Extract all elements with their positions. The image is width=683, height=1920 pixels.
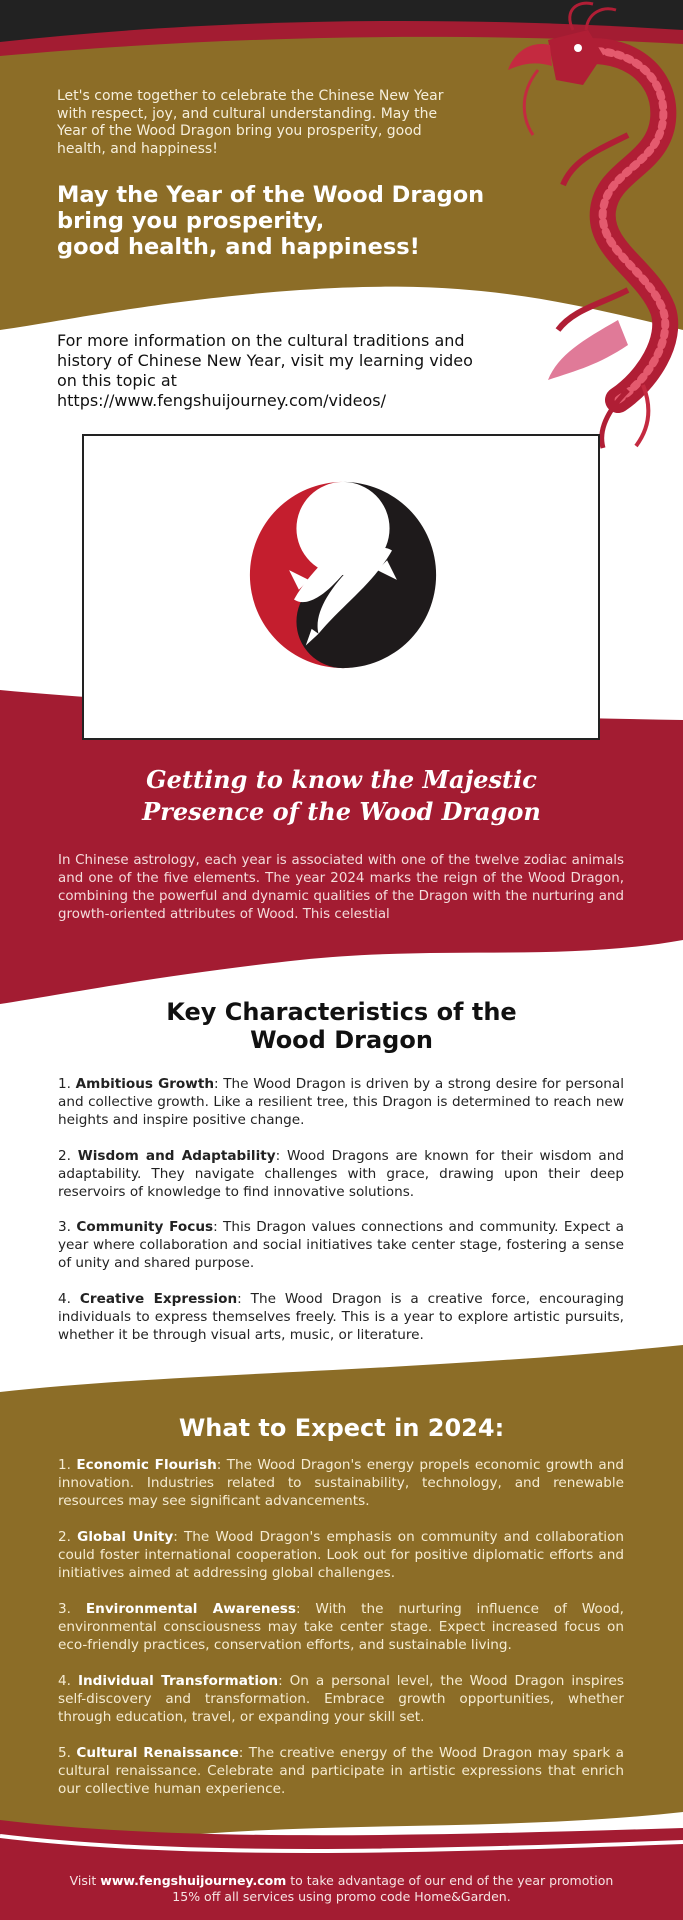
item-text: : The Wood Dragon's emphasis on community and collaboration could foster international cooperation. Look out for positive diplomatic efforts and initiatives aimed at addressing global challenges. [58, 1529, 625, 1581]
headline-line-2: bring you prosperity, [57, 208, 325, 234]
item-text: : On a personal level, the Wood Dragon inspires self-discovery and transformation. Embrace growth opportunities, whether through education, travel, or expanding your skill set. [58, 1673, 624, 1725]
expect-item-2 [58, 1528, 624, 1582]
getting-to-know-line-2: Presence of the Wood Dragon [142, 797, 541, 826]
item-heading: Environmental Awareness [85, 1601, 296, 1617]
item-text: : With the nurturing influence of Wood, environmental consciousness may take center stage. Expect increased focus on eco-friendly practices, conservation efforts, and sustainable living. [58, 1601, 624, 1653]
item-number: 2. [58, 1148, 71, 1164]
item-text: : The creative energy of the Wood Dragon may spark a cultural renaissance. Celebrate and participate in artistic expressions that enrich our collective human experience. [58, 1745, 624, 1797]
item-heading: Global Unity [77, 1529, 174, 1545]
item-number: 3. [58, 1219, 71, 1235]
headline [57, 182, 497, 260]
footer-visit: Visit [69, 1873, 97, 1888]
expect-item-3 [58, 1600, 624, 1654]
koi-image-frame [82, 434, 600, 740]
item-heading: Community Focus [76, 1219, 214, 1235]
footer-site-link[interactable]: www.fengshuijourney.com [100, 1873, 287, 1888]
characteristic-item-4 [58, 1290, 624, 1344]
expect-item-1 [58, 1456, 624, 1510]
item-number: 1. [58, 1457, 71, 1473]
item-text: : This Dragon values connections and community. Expect a year where collaboration and social initiatives take center stage, fostering a sense of unity and shared purpose. [58, 1219, 624, 1271]
characteristic-item-2 [58, 1147, 624, 1201]
item-number: 1. [58, 1076, 71, 1092]
item-heading: Wisdom and Adaptability [77, 1148, 276, 1164]
item-text: : The Wood Dragon's energy propels economic growth and innovation. Industries related to sustainability, technology, and renewable resources may see significant advancements. [58, 1457, 624, 1509]
item-text: : Wood Dragons are known for their wisdom and adaptability. They navigate challenges with grace, drawing upon their deep reservoirs of knowledge to find innovative solutions. [58, 1148, 624, 1200]
footer-line-2: 15% off all services using promo code Home&Garden. [172, 1889, 511, 1904]
intro-paragraph: Let's come together to celebrate the Chinese New Year with respect, joy, and cultural understanding. May the Year of the Wood Dragon bring you prosperity, good health, and happiness! [57, 88, 444, 157]
astrology-paragraph: In Chinese astrology, each year is associated with one of the twelve zodiac animals and one of the five elements. The year 2024 marks the reign of the Wood Dragon, combining the powerful and dynamic qualities of the Dragon with the nurturing and growth-oriented attributes of Wood. This celestial [58, 853, 624, 922]
getting-to-know-title [80, 764, 603, 828]
item-text: : The Wood Dragon is driven by a strong desire for personal and collective growth. Like a resilient tree, this Dragon is determined to reach new heights and inspire positive change. [58, 1076, 625, 1128]
item-text: : The Wood Dragon is a creative force, encouraging individuals to express themselves freely. This is a year to explore artistic pursuits, whether it be through visual arts, music, or literature. [58, 1291, 624, 1343]
item-heading: Individual Transformation [77, 1673, 279, 1689]
item-heading: Ambitious Growth [75, 1076, 215, 1092]
key-characteristics-title [80, 998, 603, 1054]
characteristic-item-1 [58, 1075, 624, 1129]
headline-line-1: May the Year of the Wood Dragon [57, 182, 485, 208]
dragon-illustration [478, 0, 683, 450]
more-info-text: For more information on the cultural traditions and history of Chinese New Year, visit my learning video on this topic at [57, 331, 473, 390]
footer-line-1 [30, 1873, 653, 1889]
yin-yang-koi-icon [245, 477, 441, 673]
item-number: 4. [58, 1291, 71, 1307]
expect-item-4 [58, 1672, 624, 1726]
getting-to-know-line-1: Getting to know the Majestic [146, 765, 537, 794]
item-number: 4. [58, 1673, 71, 1689]
item-heading: Cultural Renaissance [76, 1745, 239, 1761]
expect-item-5 [58, 1744, 624, 1798]
footer-red-band [0, 1820, 683, 1920]
footer-promo-text: to take advantage of our end of the year promotion [290, 1873, 614, 1888]
item-heading: Economic Flourish [76, 1457, 217, 1473]
item-number: 5. [58, 1745, 71, 1761]
more-info-paragraph [57, 331, 497, 411]
item-heading: Creative Expression [79, 1291, 238, 1307]
footer-promotion [30, 1873, 653, 1905]
video-link[interactable]: https://www.fengshuijourney.com/videos/ [57, 391, 386, 410]
characteristic-item-3 [58, 1218, 624, 1272]
what-to-expect-title: What to Expect in 2024: [178, 1414, 505, 1442]
item-number: 2. [58, 1529, 71, 1545]
key-title-line-2: Wood Dragon [250, 1026, 433, 1054]
key-title-line-1: Key Characteristics of the [166, 998, 517, 1026]
headline-line-3: good health, and happiness! [57, 234, 420, 260]
item-number: 3. [58, 1601, 71, 1617]
